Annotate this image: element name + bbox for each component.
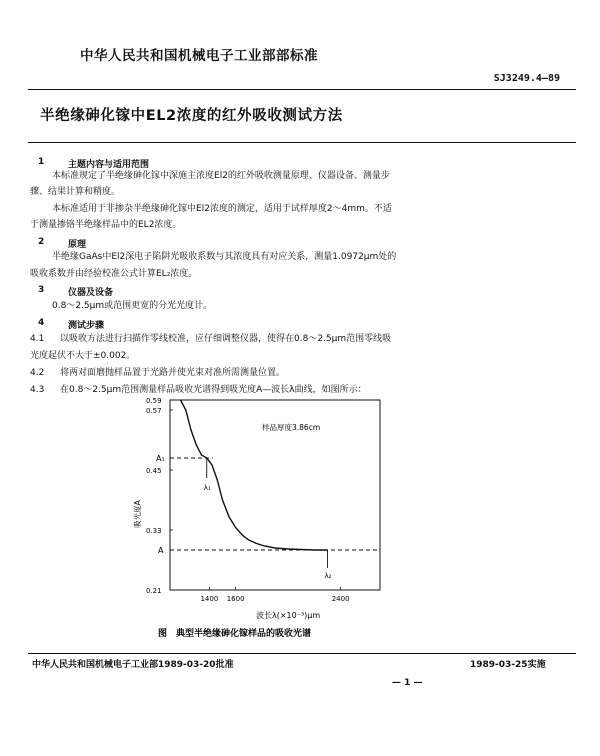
a1-label: A₁ <box>156 454 165 463</box>
y-tick-label: 0.21 <box>146 587 162 595</box>
figure-caption: 图 典型半绝缘砷化镓样品的吸收光谱 <box>158 629 312 639</box>
section-2-number: 2 <box>38 237 45 247</box>
item-4-3-number: 4.3 <box>30 385 45 395</box>
implementation-date: 1989-03-25实施 <box>470 660 546 670</box>
item-4-2-line-1: 将两对面磨抛样品置于光路并使光束对准所需测量位置。 <box>60 368 286 378</box>
section-3-para: 0.8～2.5μm或范围更宽的分光光度计。 <box>52 301 213 311</box>
approval-info: 中华人民共和国机械电子工业部1989-03-20批准 <box>32 660 234 670</box>
section-4-heading: 测试步骤 <box>68 321 105 331</box>
item-4-1-line-2: 光度起伏不大于±0.002。 <box>30 351 136 361</box>
item-4-3-line-1: 在0.8～2.5μm范围测量样品吸收光谱得到吸光度A—波长λ曲线，如图所示： <box>60 385 367 395</box>
section-2-heading: 原理 <box>68 240 87 250</box>
lambda1-label: λ₁ <box>203 484 211 492</box>
title-divider <box>28 142 576 143</box>
footer-divider <box>28 653 576 654</box>
a-label: A <box>158 546 164 555</box>
section-1-number: 1 <box>38 157 45 167</box>
page-number: — 1 — <box>392 678 423 688</box>
y-tick-label: 0.57 <box>146 407 162 415</box>
x-tick-label: 1600 <box>226 595 245 603</box>
sample-thickness-annotation: 样品厚度3.86cm <box>262 423 321 432</box>
section-1-para-1-line-2: 骤、结果计算和精度。 <box>30 187 121 197</box>
section-1-heading: 主题内容与适用范围 <box>68 160 150 170</box>
section-3-number: 3 <box>38 285 45 295</box>
x-tick-label: 2400 <box>331 595 350 603</box>
section-2-para-line-1: 半绝缘GaAs中El2深电子陷阱光吸收系数与其浓度具有对应关系，测量1.0972μm处的 <box>52 252 397 262</box>
section-4-number: 4 <box>38 318 45 328</box>
section-1-para-1-line-1: 本标准规定了半绝缘砷化镓中深施主浓度El2的红外吸收测量原理、仪器设备、测量步 <box>52 171 390 181</box>
section-1-para-2-line-2: 于测量掺铬半绝缘样品中的EL2浓度。 <box>30 220 182 230</box>
item-4-1-line-1: 以吸收方法进行扫描作零线校准，应仔细调整仪器，使得在0.8～2.5μm范围零线吸 <box>60 334 392 344</box>
item-4-1-number: 4.1 <box>30 334 45 344</box>
header-divider <box>28 89 576 90</box>
section-1-para-2-line-1: 本标准适用于非掺杂半绝缘砷化镓中El2浓度的测定，适用于试样厚度2～4mm。不适 <box>52 204 392 214</box>
issuing-organization: 中华人民共和国机械电子工业部部标准 <box>80 48 318 64</box>
section-3-heading: 仪器及设备 <box>68 288 114 298</box>
x-axis-label: 波长λ(×10⁻³)μm <box>256 611 321 620</box>
x-tick-label: 1400 <box>200 595 219 603</box>
y-tick-label: 0.33 <box>146 527 162 535</box>
absorption-spectrum-chart <box>0 396 600 656</box>
standard-code: SJ3249.4—89 <box>493 73 560 84</box>
item-4-2-number: 4.2 <box>30 368 45 378</box>
y-tick-label: 0.59 <box>146 397 162 405</box>
y-axis-label: 吸光度A <box>133 500 142 528</box>
document-title: 半绝缘砷化镓中EL2浓度的红外吸收测试方法 <box>40 108 343 124</box>
y-tick-label: 0.45 <box>146 467 162 475</box>
lambda2-label: λ₂ <box>324 572 332 580</box>
section-2-para-line-2: 吸收系数并由经验校准公式计算EL₂浓度。 <box>30 269 198 279</box>
